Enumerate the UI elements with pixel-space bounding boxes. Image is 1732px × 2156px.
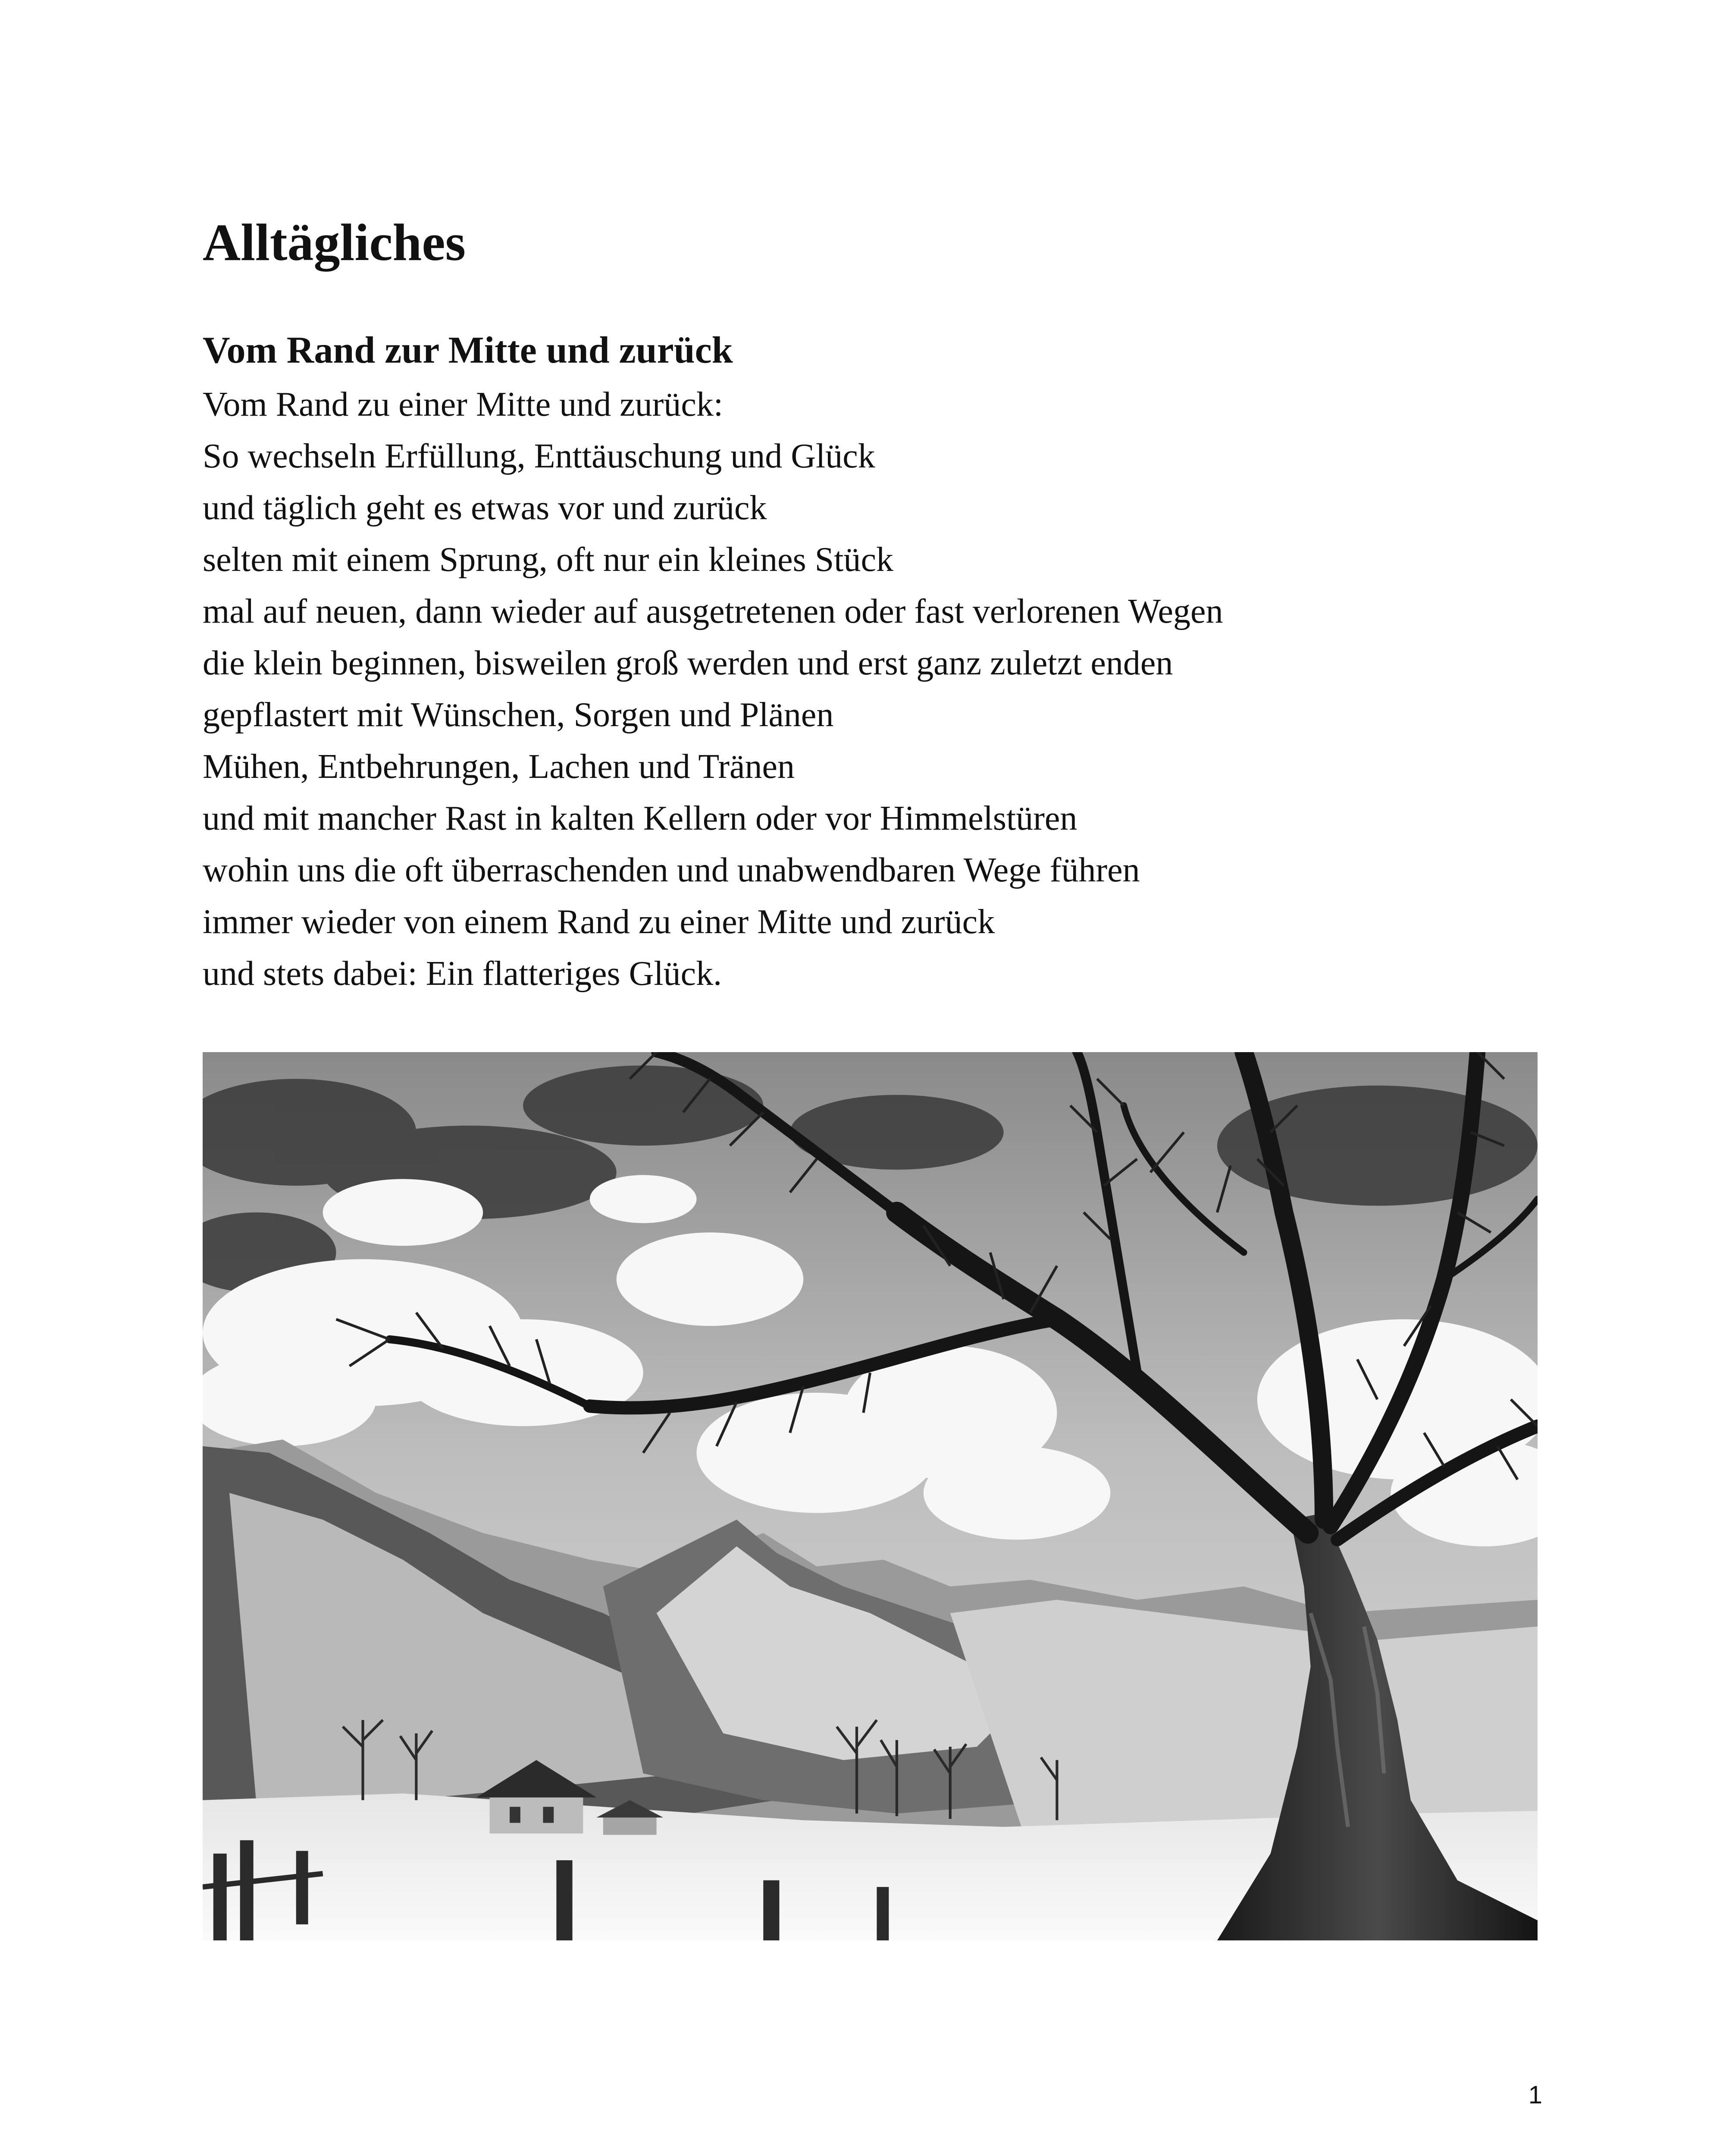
- chapter-title: Alltägliches: [203, 213, 466, 272]
- poem-line: und täglich geht es etwas vor und zurück: [203, 489, 767, 527]
- poem-body: [203, 379, 1582, 1000]
- poem-line: immer wieder von einem Rand zu einer Mitte und zurück: [203, 903, 995, 941]
- poem-line: selten mit einem Sprung, oft nur ein kleines Stück: [203, 541, 893, 579]
- poem-line: wohin uns die oft überraschenden und unabwendbaren Wege führen: [203, 851, 1140, 889]
- poem-line: Mühen, Entbehrungen, Lachen und Tränen: [203, 748, 795, 786]
- page-number: 1: [1528, 2081, 1542, 2109]
- poem-line: Vom Rand zu einer Mitte und zurück:: [203, 385, 723, 423]
- poem-line: gepflastert mit Wünschen, Sorgen und Plänen: [203, 696, 834, 734]
- poem-title: Vom Rand zur Mitte und zurück: [203, 329, 733, 371]
- winter-landscape-illustration: [203, 1052, 1538, 1940]
- poem-line: mal auf neuen, dann wieder auf ausgetretenen oder fast verlorenen Wegen: [203, 592, 1223, 630]
- poem-line: die klein beginnen, bisweilen groß werden und erst ganz zuletzt enden: [203, 644, 1173, 682]
- poem-line: So wechseln Erfüllung, Enttäuschung und Glück: [203, 437, 875, 475]
- poem-line: und mit mancher Rast in kalten Kellern oder vor Himmelstüren: [203, 799, 1077, 837]
- poem-line: und stets dabei: Ein flatteriges Glück.: [203, 955, 722, 993]
